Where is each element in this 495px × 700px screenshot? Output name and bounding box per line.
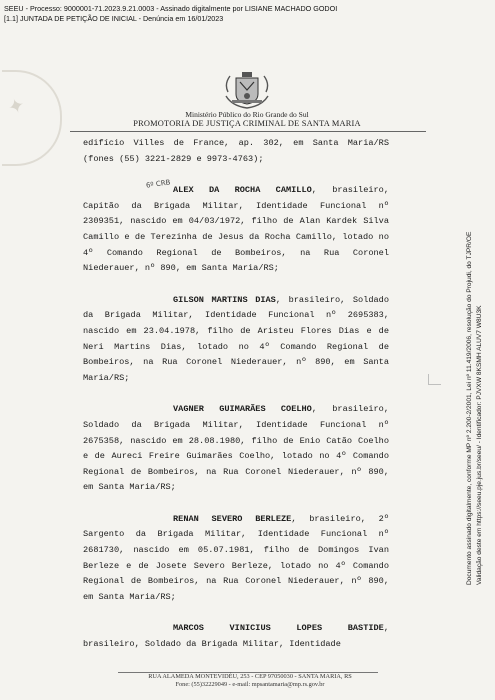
paragraph-accused-3: VAGNER GUIMARÃES COELHO, brasileiro, Soldado da Brigada Militar, Identidade Funcional nº 2675358, nascido em 28.08.1980, filho de Enio Catão Coelho e de Aureci Freire Guimarães Coelho, lotado no 4º Comando Regional de Bombeiros, na Rua Coronel Niederauer, nº 890, em Santa Maria/RS;	[83, 404, 389, 493]
document-body	[83, 136, 389, 653]
side-stamp-line1: Documento assinado digitalmente, conforme MP nº 2.200-2/2001, Lei nº 11.419/2006, resolução do Projudi, do TJPR/OE	[466, 231, 473, 585]
faded-seal-icon: ✦	[2, 70, 62, 166]
footer	[100, 673, 400, 689]
handwritten-note: 6º CRB	[145, 178, 171, 190]
institution-name: Ministério Público do Rio Grande do Sul	[185, 110, 309, 119]
state-coat-of-arms-icon	[222, 70, 272, 112]
system-stamp-line1: SEEU - Processo: 9000001-71.2023.9.21.0003 - Assinado digitalmente por LISIANE MACHADO GODOI	[4, 4, 338, 13]
accused-name: GILSON MARTINS DIAS	[173, 294, 276, 305]
side-validation-stamp	[443, 195, 491, 585]
footer-address: RUA ALAMEDA MONTEVIDÉU, 253 - CEP 97050030 - SANTA MARIA, RS	[148, 673, 352, 680]
letterhead	[100, 110, 394, 129]
paragraph-accused-5: MARCOS VINICIUS LOPES BASTIDE, brasileiro, Soldado da Brigada Militar, Identidade	[83, 623, 389, 650]
accused-name: ALEX DA ROCHA CAMILLO	[173, 185, 312, 196]
side-stamp-line2: Validação deste em https://seeu.pje.jus.br/seeu/ - Identificador: PJVXW 8KSMH ALUV7 W8U3K	[476, 305, 483, 585]
accused-name: VAGNER GUIMARÃES COELHO	[173, 404, 312, 415]
header-divider	[70, 131, 426, 132]
accused-name: MARCOS VINICIUS LOPES BASTIDE	[173, 623, 384, 634]
footer-contact: Fone: (55)32229049 - e-mail: mpsantamaria@mp.rs.gov.br	[175, 681, 325, 688]
paragraph-accused-4: RENAN SEVERO BERLEZE, brasileiro, 2º Sargento da Brigada Militar, Identidade Funcional nº 2681730, nascido em 05.07.1981, filho de Domingos Ivan Berleze e de Josete Severo Berleze, lotado no 4º Comando Regional de Bombeiros, na Rua Coronel Niederauer, nº 890, em Santa Maria/RS;	[83, 513, 389, 602]
system-stamp	[4, 4, 444, 24]
corner-mark	[428, 374, 441, 385]
paragraph-accused-2: GILSON MARTINS DIAS, brasileiro, Soldado da Brigada Militar, Identidade Funcional nº 2695383, nascido em 23.04.1978, filho de Aristeu Flores Dias e de Neri Martins Dias, lotado no 4º Comando Regional de Bombeiros, na Rua Coronel Niederauer, nº 890, em Santa Maria/RS;	[83, 294, 389, 383]
paragraph-accused-1: ALEX DA ROCHA CAMILLO, brasileiro, Capitão da Brigada Militar, Identidade Funcional nº 2309351, nascido em 04/03/1972, filho de Alan Kardek Silva Camillo e de Terezinha de Jesus da Rocha Camillo, lotado no 4º Comando Regional de Bombeiros, na Rua Coronel Niederauer, nº 890, em Santa Maria/RS;	[83, 185, 389, 274]
system-stamp-line2: [1.1] JUNTADA DE PETIÇÃO DE INICIAL - Denúncia em 16/01/2023	[4, 14, 224, 23]
office-name: PROMOTORIA DE JUSTIÇA CRIMINAL DE SANTA MARIA	[133, 119, 361, 128]
paragraph-address: edifício Villes de France, ap. 302, em Santa Maria/RS (fones (55) 3221-2829 e 9973-4763);	[83, 138, 389, 164]
accused-name: RENAN SEVERO BERLEZE	[173, 513, 292, 524]
